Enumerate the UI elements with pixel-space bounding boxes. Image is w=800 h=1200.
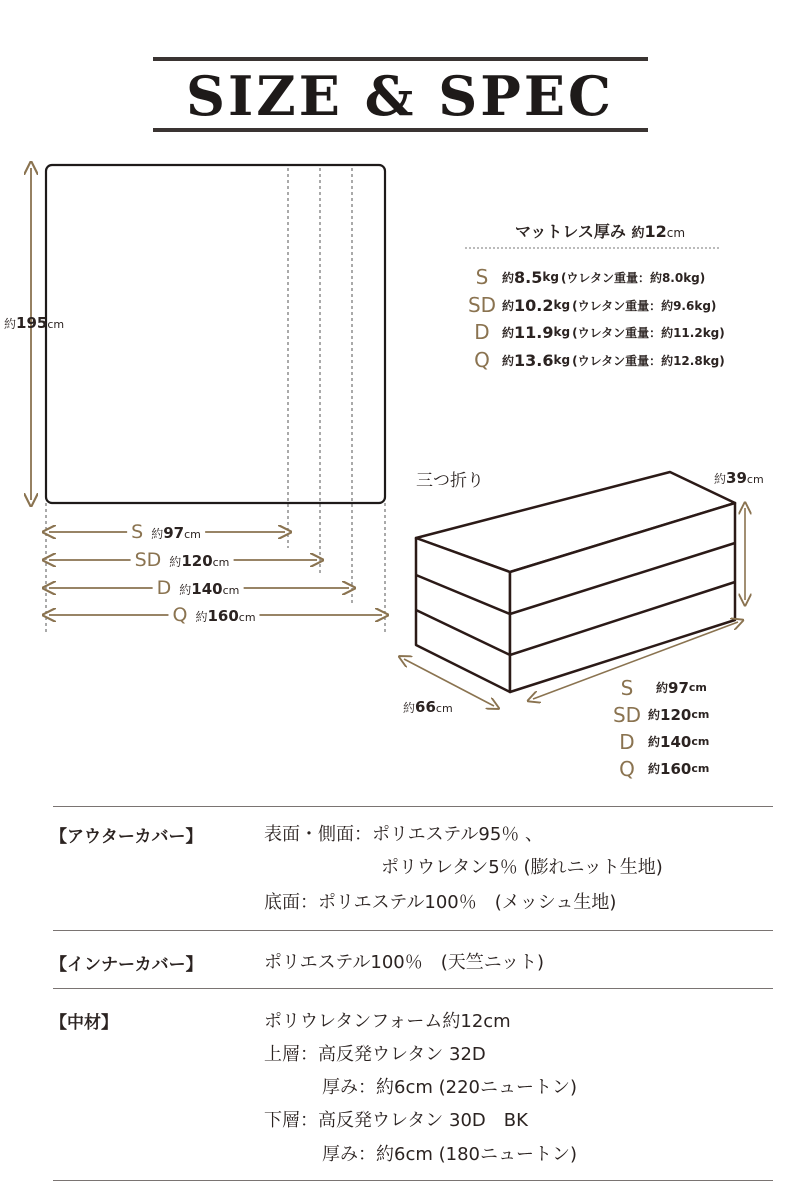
core-line-2: 上層：高反発ウレタン 32D [264, 1044, 486, 1065]
width-label-q: Q約160cm [168, 604, 259, 626]
outer-cover-line-1: 表面・側面：ポリエステル95％ 、 [264, 824, 544, 845]
weight-row-q: Q 約 13.6 kg (ウレタン重量：約12.8kg) [474, 348, 725, 372]
core-label: 【中材】 [50, 1013, 118, 1033]
spec-divider-top [53, 806, 773, 807]
spec-divider-2 [53, 930, 773, 931]
title-bottom-bar [153, 128, 648, 132]
mattress-outline [46, 165, 385, 503]
core-line-5: 厚み：約6cm (180ニュートン) [322, 1144, 578, 1165]
folded-mattress-diagram [390, 460, 800, 730]
folded-height-label: 約39cm [714, 469, 764, 487]
core-line-4: 下層：高反発ウレタン 30D BK [264, 1110, 528, 1131]
weight-row-s: S 約 8.5 kg (ウレタン重量：約8.0kg) [475, 265, 706, 289]
folded-width-q: Q 約 160 cm [619, 756, 710, 781]
folded-width-sd: SD 約 120 cm [612, 702, 710, 727]
outer-cover-line-3: 底面：ポリエステル100％ (メッシュ生地) [264, 892, 617, 913]
spec-divider-3 [53, 988, 773, 989]
core-line-1: ポリウレタンフォーム約12cm [264, 1011, 511, 1032]
weight-row-d: D 約 11.9 kg (ウレタン重量：約11.2kg) [474, 320, 725, 344]
inner-cover-line-1: ポリエステル100％ (天竺ニット) [264, 952, 545, 973]
core-line-3: 厚み：約6cm (220ニュートン) [322, 1077, 578, 1098]
page-title: SIZE & SPEC [186, 64, 614, 128]
length-label: 約195cm [4, 314, 65, 332]
title-top-bar [153, 57, 648, 61]
width-label-sd: SD 約120cm [131, 549, 234, 571]
flat-mattress-diagram [0, 150, 400, 650]
spec-divider-bottom [53, 1180, 773, 1181]
folded-depth-label: 約66cm [403, 698, 453, 716]
inner-cover-label: 【インナーカバー】 [50, 955, 203, 975]
folded-width-s: S 約 97 cm [620, 675, 707, 700]
folded-label: 三つ折り [416, 471, 484, 491]
width-label-d: D約140cm [153, 577, 244, 599]
thickness-title: マットレス厚み 約12cm [514, 222, 686, 241]
outer-cover-label: 【アウターカバー】 [50, 827, 203, 847]
width-label-s: S約97cm [127, 521, 205, 543]
outer-cover-line-2: ポリウレタン5％ (膨れニット生地) [381, 857, 663, 878]
thickness-divider [465, 247, 721, 249]
weight-row-sd: SD 約 10.2 kg (ウレタン重量：約9.6kg) [467, 293, 717, 317]
folded-width-d: D 約 140 cm [619, 729, 710, 754]
